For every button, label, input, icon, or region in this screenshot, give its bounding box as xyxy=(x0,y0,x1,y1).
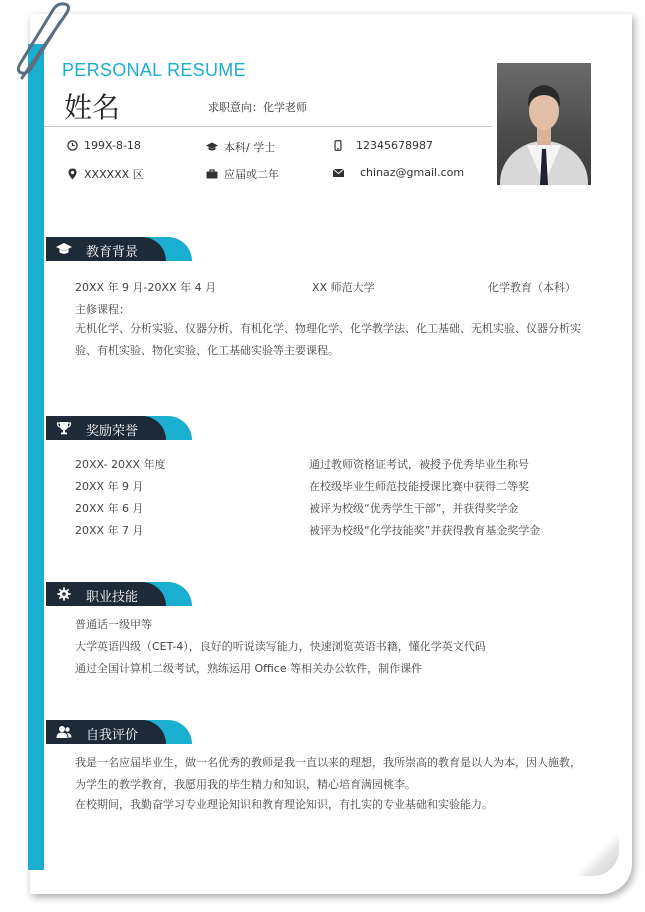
skill-item: 大学英语四级（CET-4），良好的听说读写能力，快速浏览英语书籍，懂化学英文代码 xyxy=(75,640,486,653)
info-birth xyxy=(66,139,141,152)
award-desc: 被评为校级“化学技能奖”并获得教育基金奖学金 xyxy=(309,524,541,537)
page-curl xyxy=(579,836,619,876)
award-desc: 被评为校级“优秀学生干部”，并获得奖学金 xyxy=(309,502,519,515)
info-location xyxy=(66,166,144,182)
left-accent-bar xyxy=(28,44,44,870)
award-date: 20XX 年 7 月 xyxy=(75,524,144,537)
email: chinaz@gmail.com xyxy=(360,166,465,179)
mobile-phone-icon xyxy=(332,140,344,152)
award-desc: 通过教师资格证考试，被授予优秀毕业生称号 xyxy=(309,458,529,471)
skill-item: 通过全国计算机二级考试，熟练运用 Office 等相关办公软件，制作课件 xyxy=(75,662,423,675)
section-header-education xyxy=(46,237,192,261)
resume-title: PERSONAL RESUME xyxy=(62,60,246,80)
section-title: 职业技能 xyxy=(86,590,139,605)
graduation-cap-icon xyxy=(56,242,72,256)
profile-photo xyxy=(497,63,591,185)
degree: 本科/ 学士 xyxy=(224,141,276,154)
clock-icon xyxy=(66,140,78,152)
trophy-icon xyxy=(56,421,72,435)
edu-period: 20XX 年 9 月-20XX 年 4 月 xyxy=(75,281,217,294)
job-intent: 求职意向：化学老师 xyxy=(208,101,307,114)
candidate-name: 姓名 xyxy=(64,91,121,124)
briefcase-icon xyxy=(206,168,218,180)
users-icon xyxy=(56,725,72,739)
section-header-skills xyxy=(46,582,192,606)
award-date: 20XX 年 6 月 xyxy=(75,502,144,515)
section-title: 奖励荣誉 xyxy=(86,424,139,439)
section-title: 自我评价 xyxy=(86,728,139,743)
info-status xyxy=(206,166,279,182)
birth-date: 199X-8-18 xyxy=(84,139,141,152)
gear-icon xyxy=(56,587,72,601)
courses-label: 主修课程： xyxy=(75,303,130,316)
info-phone xyxy=(332,139,433,152)
award-date: 20XX- 20XX 年度 xyxy=(75,458,166,471)
courses-text: 无机化学、分析实验、仪器分析、有机化学、物理化学、化学教学法、化工基础、无机实验、仪器分析实验、有机实验、物化实验、化工基础实验等主要课程。 xyxy=(75,322,581,357)
info-degree xyxy=(206,139,275,155)
graduation-cap-icon xyxy=(206,141,218,153)
edu-school: XX 师范大学 xyxy=(312,281,375,294)
info-email xyxy=(332,166,464,179)
graduate-status: 应届或二年 xyxy=(224,168,279,181)
section-header-self xyxy=(46,720,192,744)
map-pin-icon xyxy=(66,168,78,180)
self-eval-paragraph: 我是一名应届毕业生，做一名优秀的教师是我一直以来的理想，我所崇高的教育是以人为本，因人施教，为学生的教学教育，我愿用我的毕生精力和知识，精心培育满园桃李。 xyxy=(75,756,581,791)
envelope-icon xyxy=(332,167,344,179)
header-divider xyxy=(44,126,492,127)
location: XXXXXX 区 xyxy=(84,168,144,181)
section-header-awards xyxy=(46,416,192,440)
skill-item: 普通话一级甲等 xyxy=(75,618,152,631)
award-date: 20XX 年 9 月 xyxy=(75,480,144,493)
phone-number: 12345678987 xyxy=(356,139,433,152)
edu-major: 化学教育（本科） xyxy=(488,281,576,294)
self-eval-paragraph: 在校期间，我勤奋学习专业理论知识和教育理论知识，有扎实的专业基础和实验能力。 xyxy=(75,798,493,811)
section-title: 教育背景 xyxy=(86,245,139,260)
award-desc: 在校级毕业生师范技能授课比赛中获得二等奖 xyxy=(309,480,529,493)
